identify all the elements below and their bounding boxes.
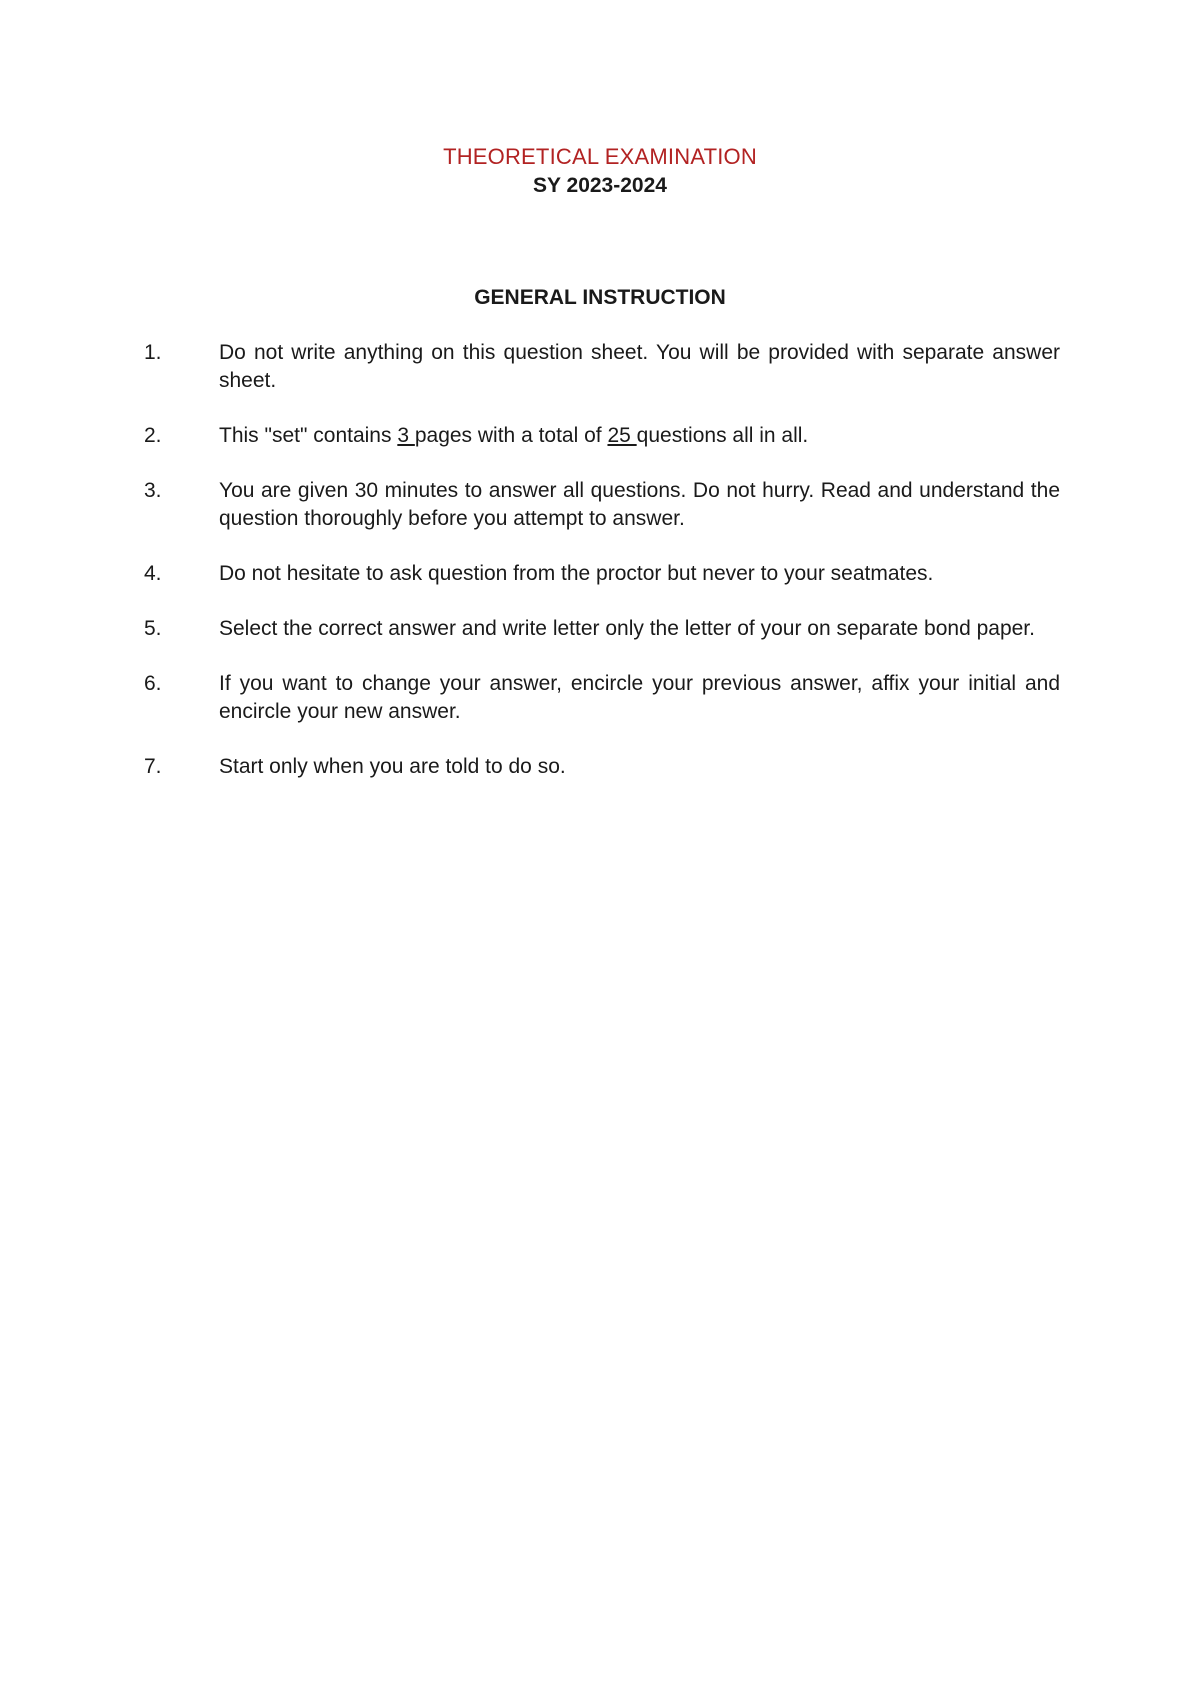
instruction-item [144,560,1060,588]
instruction-text [219,422,1060,450]
instruction-number: 2. [144,424,162,447]
instruction-list [144,339,1060,781]
instruction-number: 5. [144,617,162,640]
questions-count: 25 [607,424,637,447]
instruction-number: 3. [144,479,162,502]
instruction-text-part: pages with a total of [414,424,608,447]
instruction-text-part: questions all in all. [636,424,809,447]
instruction-item [144,615,1060,643]
instruction-number: 1. [144,341,162,364]
instruction-item [144,422,1060,450]
instruction-number: 6. [144,672,162,695]
pages-count: 3 [397,424,415,447]
instruction-item [144,477,1060,533]
instruction-text: Do not write anything on this question sheet. You will be provided with separate answer sheet. [219,341,1060,392]
instruction-text: You are given 30 minutes to answer all questions. Do not hurry. Read and understand the question thoroughly before you attempt to answer. [219,479,1060,530]
instruction-text: Do not hesitate to ask question from the proctor but never to your seatmates. [219,562,934,585]
instruction-text: Select the correct answer and write letter only the letter of your on separate bond paper. [219,617,1035,640]
instruction-item [144,670,1060,726]
instruction-text-part: This "set" contains [219,424,398,447]
instruction-text: If you want to change your answer, encircle your previous answer, affix your initial and encircle your new answer. [219,672,1060,723]
instruction-item [144,753,1060,781]
exam-title: THEORETICAL EXAMINATION [443,144,757,169]
instruction-number: 7. [144,755,162,778]
instruction-number: 4. [144,562,162,585]
instruction-item [144,339,1060,395]
school-year: SY 2023-2024 [533,174,667,197]
instruction-text: Start only when you are told to do so. [219,755,566,778]
section-heading: GENERAL INSTRUCTION [474,286,726,309]
